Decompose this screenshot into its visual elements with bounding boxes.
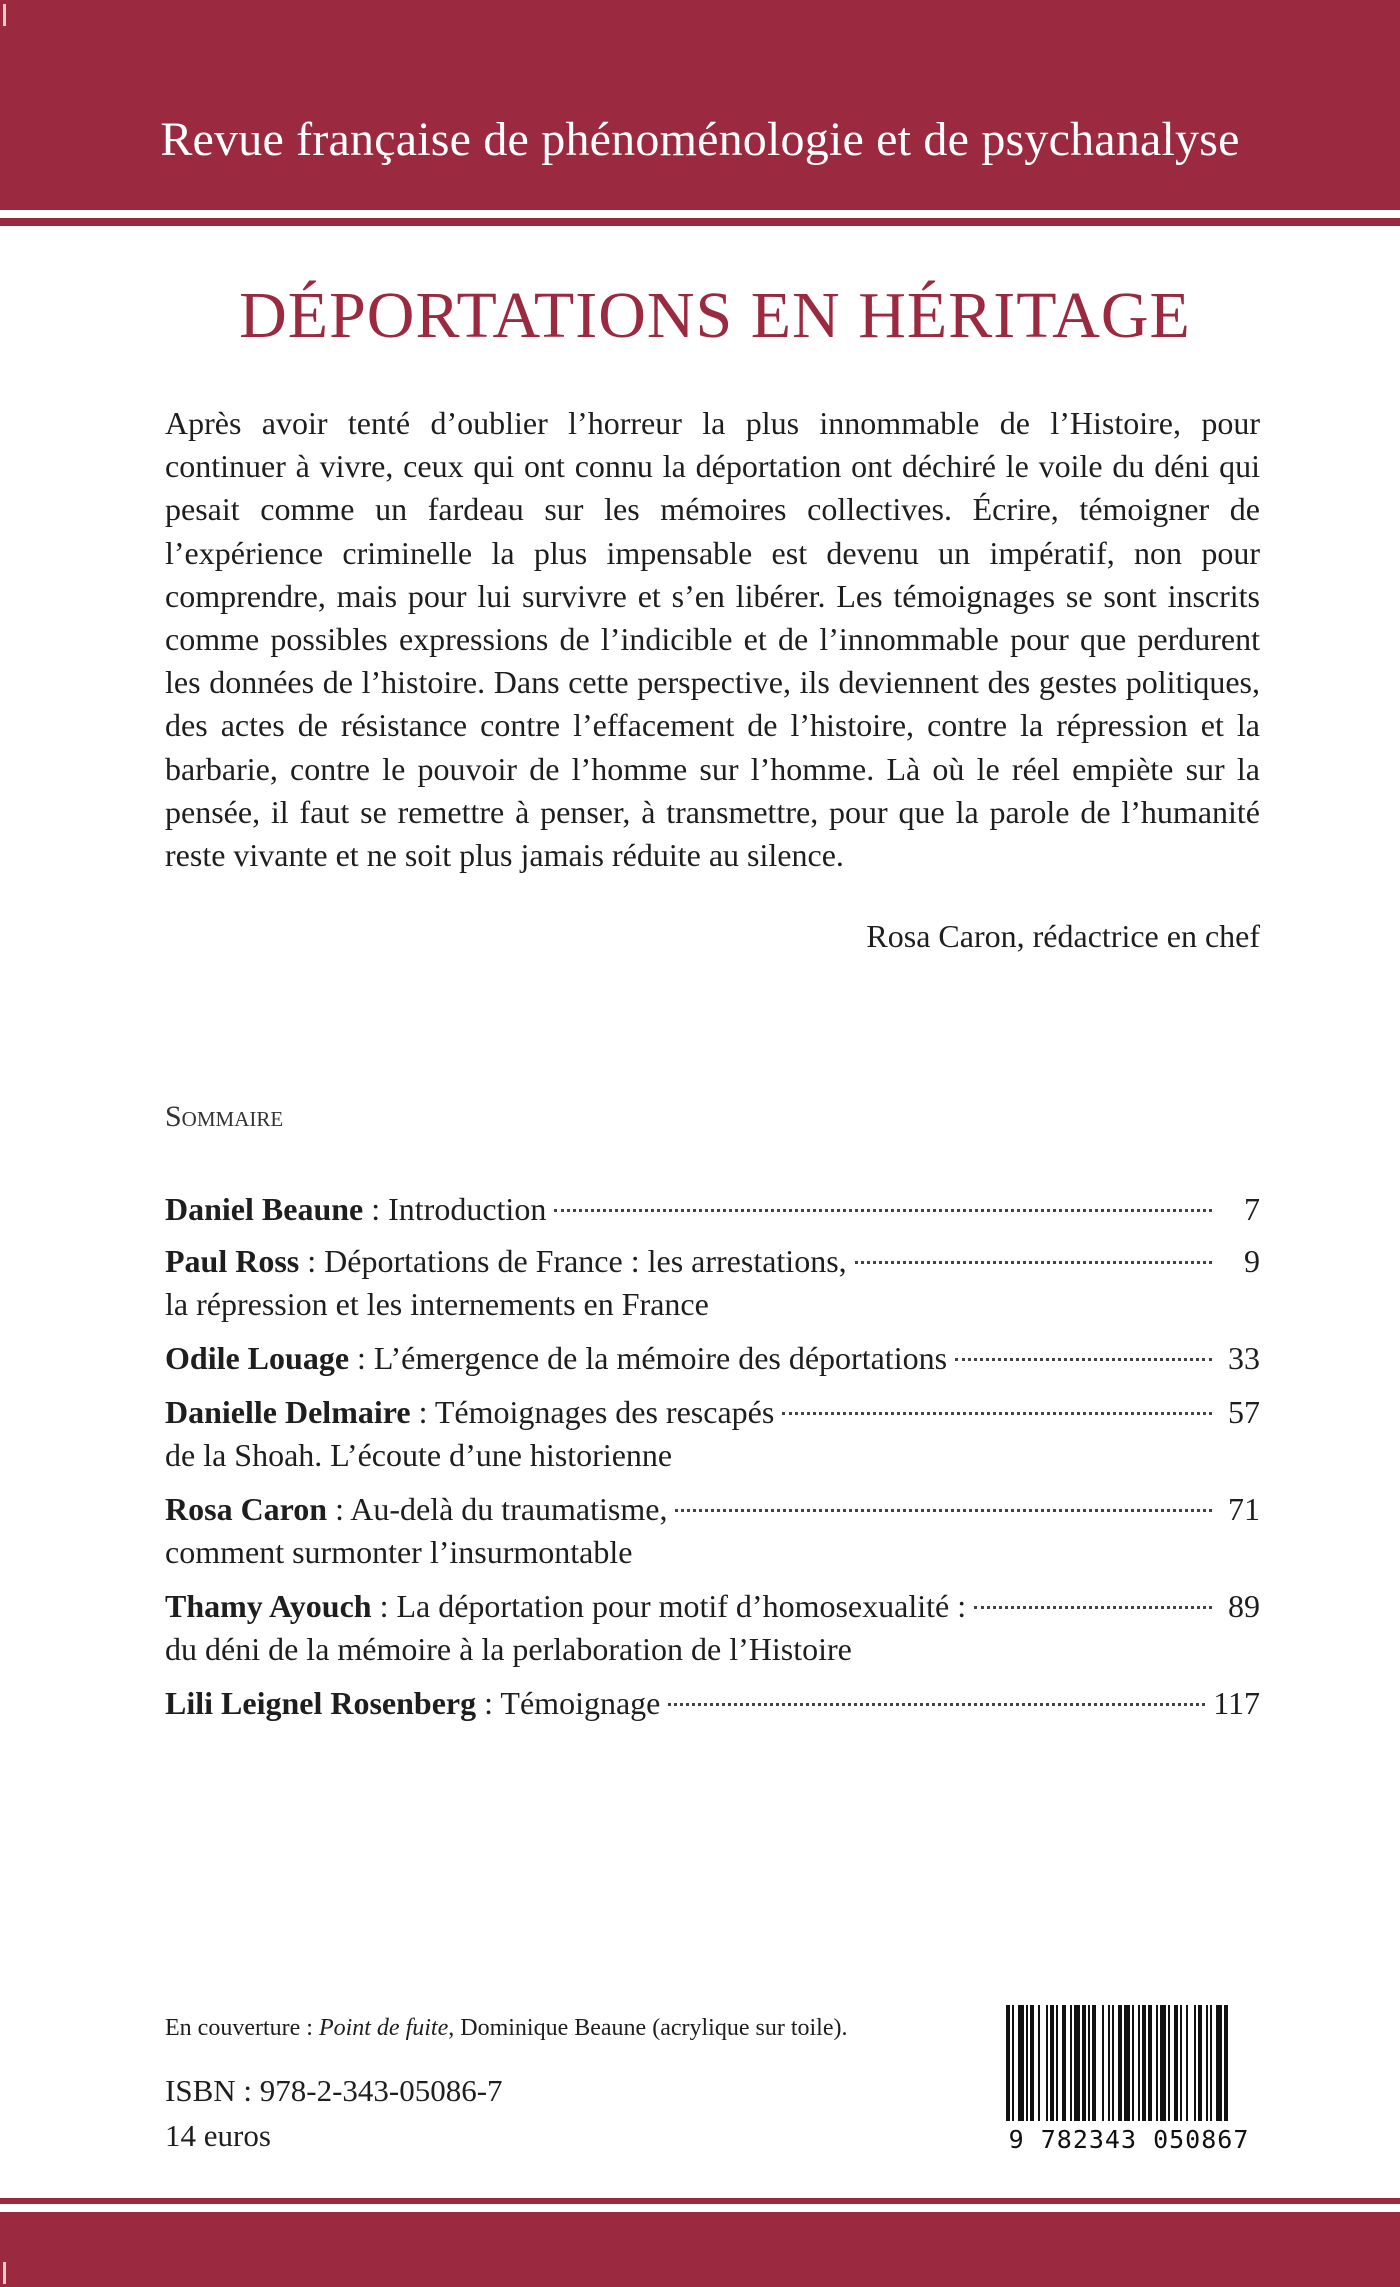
table-of-contents	[165, 1187, 1260, 1725]
toc-entry: Paul Ross : Déportations de France : les arrestations, 9 la répression et les internements en France	[165, 1239, 1260, 1326]
toc-author: Paul Ross	[165, 1243, 300, 1279]
barcode-digits: 9 782343 050867	[1008, 2125, 1250, 2154]
toc-page: 117	[1213, 1685, 1260, 1721]
cover-credit	[165, 2015, 847, 2042]
toc-page: 71	[1228, 1491, 1260, 1527]
toc-title-continued: comment surmonter l’insurmontable	[165, 1534, 633, 1570]
toc-title: Au-delà du traumatisme,	[350, 1491, 668, 1527]
toc-page: 7	[1244, 1191, 1260, 1227]
toc-author: Odile Louage	[165, 1340, 350, 1376]
toc-entry: Thamy Ayouch : La déportation pour motif d’homosexualité : 89 du déni de la mémoire à la perlaboration de l’Histoire	[165, 1584, 1260, 1671]
toc-author: Rosa Caron	[165, 1491, 328, 1527]
footer-rule	[0, 2198, 1400, 2204]
toc-author: Thamy Ayouch	[165, 1588, 372, 1624]
header-rule	[0, 218, 1400, 226]
toc-title: Témoignages des rescapés	[434, 1394, 775, 1430]
toc-title: Introduction	[388, 1191, 547, 1227]
crop-mark	[3, 4, 6, 26]
toc-page: 9	[1244, 1243, 1260, 1279]
leader-dots	[554, 1209, 1212, 1212]
toc-title-continued: la répression et les internements en France	[165, 1286, 709, 1322]
toc-entry: Odile Louage : L’émergence de la mémoire des déportations 33	[165, 1336, 1260, 1380]
abstract-text: Après avoir tenté d’oublier l’horreur la plus innommable de l’Histoire, pour continuer à vivre, ceux qui ont connu la déportation ont déchiré le voile du déni qui pesait comme un fardeau sur les mémoires collectives. Écrire, témoigner de l’expérience criminelle la plus impensable est devenu un impératif, non pour comprendre, mais pour lui survivre et s’en libérer. Les témoignages se sont inscrits comme possibles expressions de l’indicible et de l’innommable pour que perdurent les données de l’histoire. Dans cette perspective, ils deviennent des gestes politiques, des actes de résistance contre l’effacement de l’histoire, contre la répression et la barbarie, contre le pouvoir de l’homme sur l’homme. Là où le réel empiète sur la pensée, il faut se remettre à penser, à transmettre, pour que la parole de l’humanité reste vivante et ne soit plus jamais réduite au silence.	[165, 405, 1260, 874]
leader-dots	[855, 1261, 1212, 1264]
crop-mark	[3, 2262, 6, 2284]
leader-dots	[668, 1703, 1205, 1706]
isbn-block	[165, 2068, 503, 2158]
leader-dots	[675, 1509, 1212, 1512]
toc-entry: Lili Leignel Rosenberg : Témoignage 117	[165, 1681, 1260, 1725]
abstract-signature: Rosa Caron, rédactrice en chef	[866, 918, 1260, 954]
header-band	[0, 0, 1400, 210]
toc-author: Lili Leignel Rosenberg	[165, 1685, 477, 1721]
cover-credit-work: Point de fuite	[318, 2015, 449, 2041]
toc-author: Danielle Delmaire	[165, 1394, 411, 1430]
cover-credit-prefix: En couverture :	[165, 2015, 319, 2041]
book-title: DÉPORTATIONS EN HÉRITAGE	[239, 279, 1191, 352]
toc-title-continued: de la Shoah. L’écoute d’une historienne	[165, 1437, 673, 1473]
toc-title: Témoignage	[500, 1685, 661, 1721]
barcode-bars	[1006, 2005, 1228, 2133]
toc-heading: Sommaire	[165, 1100, 284, 1133]
toc-entry: Danielle Delmaire : Témoignages des rescapés 57 de la Shoah. L’écoute d’une historienne	[165, 1390, 1260, 1477]
barcode-icon	[1000, 2005, 1258, 2155]
series-title: Revue française de phénoménologie et de psychanalyse	[160, 113, 1240, 166]
toc-author: Daniel Beaune	[165, 1191, 364, 1227]
leader-dots	[782, 1412, 1212, 1415]
toc-page: 89	[1228, 1588, 1260, 1624]
toc-title: La déportation pour motif d’homosexualité :	[396, 1588, 967, 1624]
toc-title-continued: du déni de la mémoire à la perlaboration de l’Histoire	[165, 1631, 852, 1667]
toc-title: Déportations de France : les arrestations,	[324, 1243, 847, 1279]
cover-credit-suffix: , Dominique Beaune (acrylique sur toile).	[448, 2015, 848, 2041]
leader-dots	[974, 1606, 1212, 1609]
toc-page: 57	[1228, 1394, 1260, 1430]
price: 14 euros	[165, 2118, 271, 2153]
leader-dots	[955, 1358, 1212, 1361]
toc-entry: Daniel Beaune : Introduction 7	[165, 1187, 1260, 1231]
toc-page: 33	[1228, 1340, 1260, 1376]
isbn-number: ISBN : 978-2-343-05086-7	[165, 2073, 503, 2108]
footer-band	[0, 2212, 1400, 2287]
toc-title: L’émergence de la mémoire des déportations	[373, 1340, 948, 1376]
toc-entry: Rosa Caron : Au-delà du traumatisme, 71 comment surmonter l’insurmontable	[165, 1487, 1260, 1574]
